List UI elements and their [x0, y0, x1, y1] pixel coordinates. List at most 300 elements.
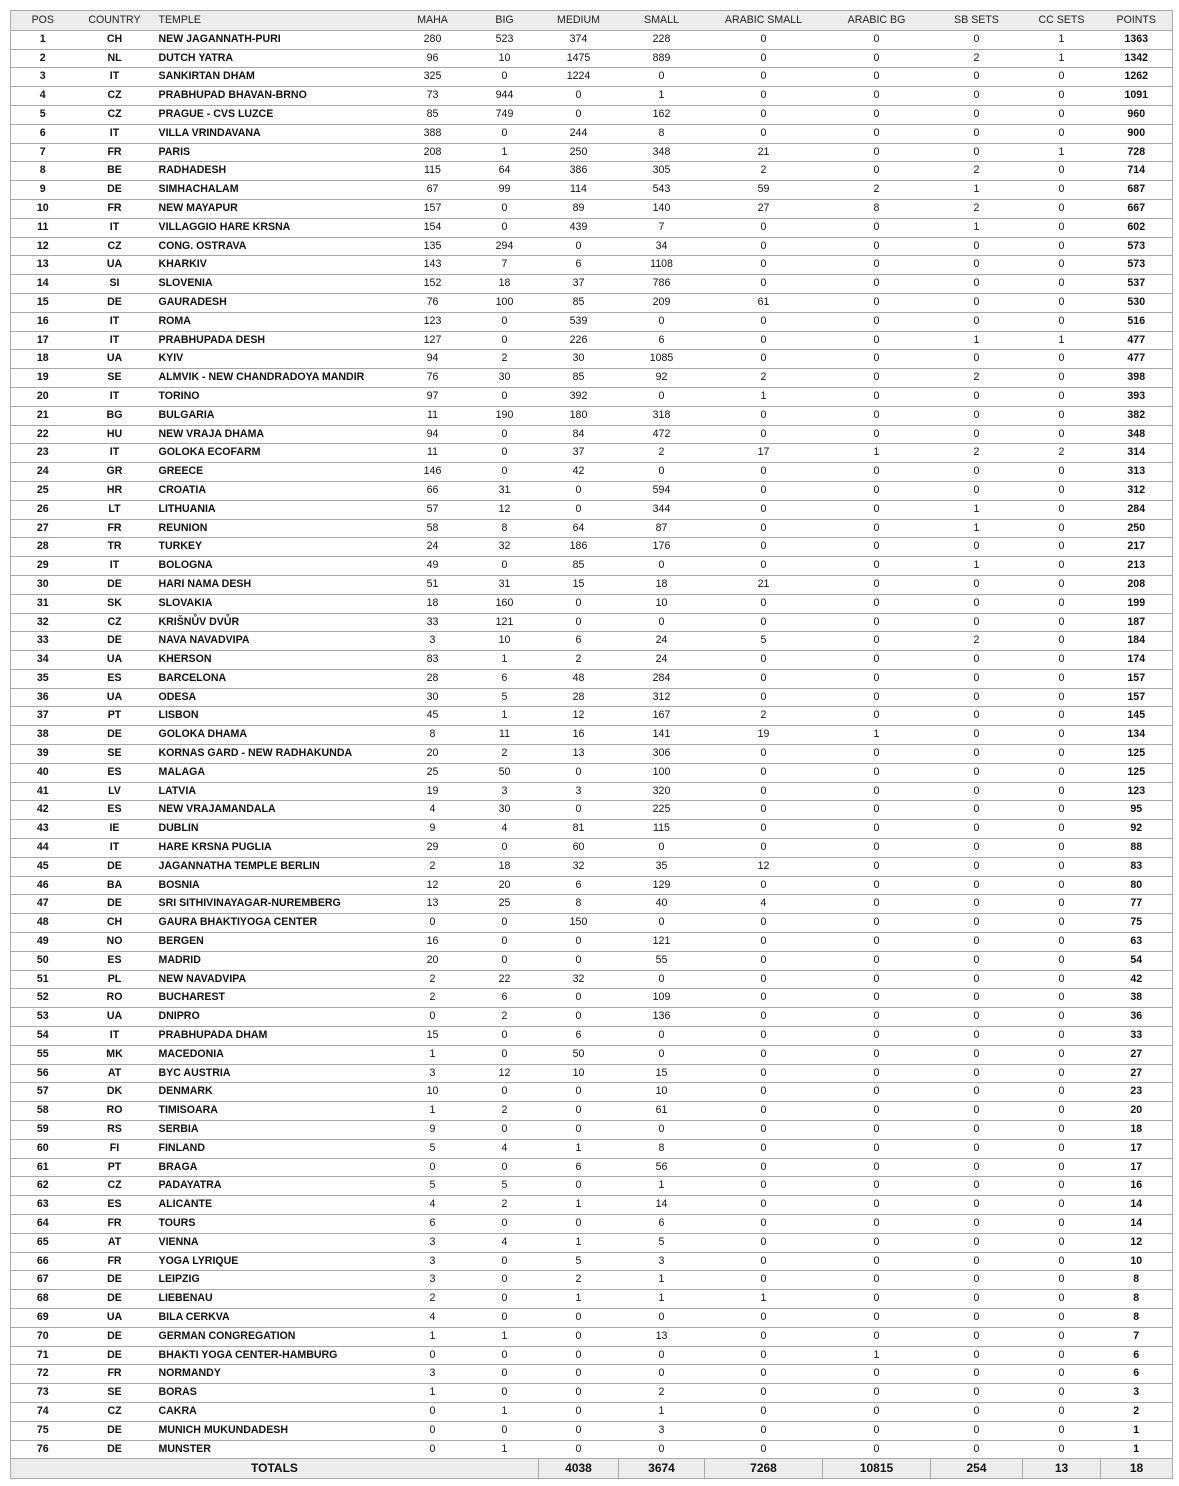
- cell-medium: 0: [539, 481, 619, 500]
- cell-arabic-small: 0: [705, 876, 823, 895]
- cell-pos: 12: [11, 237, 75, 256]
- cell-sb-sets: 0: [931, 105, 1023, 124]
- cell-cc-sets: 0: [1023, 1384, 1101, 1403]
- table-row[interactable]: [11, 1327, 1173, 1346]
- table-row[interactable]: [11, 970, 1173, 989]
- table-row[interactable]: [11, 989, 1173, 1008]
- table-row[interactable]: [11, 951, 1173, 970]
- cell-arabic-bg: 0: [823, 463, 931, 482]
- cell-points: 157: [1101, 688, 1173, 707]
- cell-arabic-small: 0: [705, 1252, 823, 1271]
- cell-arabic-bg: 0: [823, 782, 931, 801]
- cell-temple: NEW VRAJAMANDALA: [155, 801, 395, 820]
- cell-big: 0: [471, 951, 539, 970]
- cell-temple: SIMHACHALAM: [155, 181, 395, 200]
- cell-medium: 0: [539, 500, 619, 519]
- cell-temple: KYIV: [155, 350, 395, 369]
- col-header-medium[interactable]: MEDIUM: [539, 11, 619, 31]
- cell-country: LV: [75, 782, 155, 801]
- cell-arabic-small: 17: [705, 444, 823, 463]
- cell-country: PT: [75, 1158, 155, 1177]
- cell-points: 14: [1101, 1215, 1173, 1234]
- cell-medium: 30: [539, 350, 619, 369]
- table-row[interactable]: [11, 1252, 1173, 1271]
- cell-small: 0: [619, 1045, 705, 1064]
- cell-maha: 6: [395, 1215, 471, 1234]
- table-row[interactable]: [11, 87, 1173, 106]
- cell-pos: 56: [11, 1064, 75, 1083]
- cell-arabic-bg: 0: [823, 1440, 931, 1459]
- cell-maha: 3: [395, 1365, 471, 1384]
- cell-cc-sets: 0: [1023, 1045, 1101, 1064]
- cell-medium: 0: [539, 1384, 619, 1403]
- table-row[interactable]: [11, 745, 1173, 764]
- cell-arabic-bg: 0: [823, 425, 931, 444]
- cell-small: 786: [619, 275, 705, 294]
- cell-sb-sets: 0: [931, 895, 1023, 914]
- table-row[interactable]: [11, 500, 1173, 519]
- table-row[interactable]: [11, 707, 1173, 726]
- table-row[interactable]: [11, 613, 1173, 632]
- cell-medium: 60: [539, 839, 619, 858]
- cell-maha: 3: [395, 1064, 471, 1083]
- cell-points: 477: [1101, 331, 1173, 350]
- cell-sb-sets: 0: [931, 763, 1023, 782]
- cell-arabic-bg: 0: [823, 951, 931, 970]
- cell-points: 187: [1101, 613, 1173, 632]
- cell-country: SE: [75, 369, 155, 388]
- cell-pos: 11: [11, 218, 75, 237]
- cell-sb-sets: 0: [931, 124, 1023, 143]
- cell-pos: 49: [11, 933, 75, 952]
- cell-country: FR: [75, 1215, 155, 1234]
- table-row[interactable]: [11, 914, 1173, 933]
- cell-pos: 38: [11, 726, 75, 745]
- col-header-sb-sets[interactable]: SB SETS: [931, 11, 1023, 31]
- cell-sb-sets: 0: [931, 1233, 1023, 1252]
- cell-arabic-small: 0: [705, 519, 823, 538]
- cell-temple: GOLOKA ECOFARM: [155, 444, 395, 463]
- cell-big: 11: [471, 726, 539, 745]
- table-row[interactable]: [11, 1158, 1173, 1177]
- cell-cc-sets: 0: [1023, 1121, 1101, 1140]
- cell-cc-sets: 0: [1023, 801, 1101, 820]
- cell-medium: 0: [539, 1421, 619, 1440]
- cell-big: 7: [471, 256, 539, 275]
- cell-cc-sets: 0: [1023, 557, 1101, 576]
- cell-maha: 67: [395, 181, 471, 200]
- cell-small: 115: [619, 820, 705, 839]
- table-row[interactable]: [11, 688, 1173, 707]
- cell-medium: 0: [539, 951, 619, 970]
- cell-maha: 73: [395, 87, 471, 106]
- cell-small: 55: [619, 951, 705, 970]
- table-row[interactable]: [11, 876, 1173, 895]
- table-row[interactable]: [11, 105, 1173, 124]
- cell-pos: 67: [11, 1271, 75, 1290]
- table-row[interactable]: [11, 463, 1173, 482]
- cell-maha: 24: [395, 538, 471, 557]
- cell-arabic-bg: 0: [823, 1064, 931, 1083]
- cell-arabic-bg: 0: [823, 557, 931, 576]
- cell-maha: 2: [395, 989, 471, 1008]
- cell-points: 27: [1101, 1045, 1173, 1064]
- cell-maha: 51: [395, 575, 471, 594]
- cell-pos: 42: [11, 801, 75, 820]
- cell-points: 530: [1101, 293, 1173, 312]
- cell-temple: SANKIRTAN DHAM: [155, 68, 395, 87]
- cell-cc-sets: 1: [1023, 331, 1101, 350]
- cell-temple: YOGA LYRIQUE: [155, 1252, 395, 1271]
- cell-temple: PARIS: [155, 143, 395, 162]
- table-row[interactable]: [11, 350, 1173, 369]
- cell-country: IT: [75, 444, 155, 463]
- cell-arabic-bg: 0: [823, 1327, 931, 1346]
- table-row[interactable]: [11, 237, 1173, 256]
- col-header-cc-sets[interactable]: CC SETS: [1023, 11, 1101, 31]
- table-row[interactable]: [11, 406, 1173, 425]
- cell-medium: 64: [539, 519, 619, 538]
- cell-big: 160: [471, 594, 539, 613]
- cell-temple: GAURA BHAKTIYOGA CENTER: [155, 914, 395, 933]
- cell-pos: 33: [11, 632, 75, 651]
- table-row[interactable]: [11, 124, 1173, 143]
- cell-country: AT: [75, 1233, 155, 1252]
- cell-cc-sets: 0: [1023, 613, 1101, 632]
- cell-temple: MUNSTER: [155, 1440, 395, 1459]
- cell-sb-sets: 0: [931, 857, 1023, 876]
- cell-medium: 16: [539, 726, 619, 745]
- cell-arabic-small: 0: [705, 481, 823, 500]
- table-row[interactable]: [11, 49, 1173, 68]
- total-sb-sets: 18: [1101, 1459, 1173, 1479]
- table-row[interactable]: [11, 30, 1173, 49]
- table-row[interactable]: [11, 387, 1173, 406]
- table-row[interactable]: [11, 1064, 1173, 1083]
- cell-country: TR: [75, 538, 155, 557]
- cell-arabic-small: 0: [705, 933, 823, 952]
- cell-arabic-bg: 0: [823, 312, 931, 331]
- table-row[interactable]: [11, 1346, 1173, 1365]
- cell-points: 393: [1101, 387, 1173, 406]
- cell-pos: 53: [11, 1008, 75, 1027]
- cell-arabic-bg: 0: [823, 895, 931, 914]
- table-row[interactable]: [11, 1121, 1173, 1140]
- table-row[interactable]: [11, 162, 1173, 181]
- cell-sb-sets: 0: [931, 1121, 1023, 1140]
- cell-cc-sets: 0: [1023, 688, 1101, 707]
- table-row[interactable]: [11, 331, 1173, 350]
- table-row[interactable]: [11, 199, 1173, 218]
- cell-points: 199: [1101, 594, 1173, 613]
- cell-temple: VIENNA: [155, 1233, 395, 1252]
- cell-sb-sets: 0: [931, 1215, 1023, 1234]
- table-row[interactable]: [11, 726, 1173, 745]
- table-row[interactable]: [11, 256, 1173, 275]
- cell-medium: 0: [539, 1440, 619, 1459]
- cell-pos: 14: [11, 275, 75, 294]
- cell-big: 0: [471, 914, 539, 933]
- table-row[interactable]: [11, 1215, 1173, 1234]
- cell-temple: PADAYATRA: [155, 1177, 395, 1196]
- cell-points: 125: [1101, 763, 1173, 782]
- cell-points: 8: [1101, 1271, 1173, 1290]
- table-row[interactable]: [11, 763, 1173, 782]
- cell-pos: 29: [11, 557, 75, 576]
- cell-pos: 27: [11, 519, 75, 538]
- cell-cc-sets: 0: [1023, 1008, 1101, 1027]
- cell-country: BE: [75, 162, 155, 181]
- table-row[interactable]: [11, 538, 1173, 557]
- cell-arabic-small: 0: [705, 1440, 823, 1459]
- table-row[interactable]: [11, 1440, 1173, 1459]
- cell-maha: 388: [395, 124, 471, 143]
- table-row[interactable]: [11, 1233, 1173, 1252]
- cell-sb-sets: 0: [931, 801, 1023, 820]
- cell-temple: DNIPRO: [155, 1008, 395, 1027]
- cell-points: 12: [1101, 1233, 1173, 1252]
- cell-pos: 75: [11, 1421, 75, 1440]
- cell-temple: TOURS: [155, 1215, 395, 1234]
- cell-temple: CROATIA: [155, 481, 395, 500]
- cell-big: 0: [471, 463, 539, 482]
- cell-sb-sets: 1: [931, 500, 1023, 519]
- cell-small: 109: [619, 989, 705, 1008]
- cell-small: 225: [619, 801, 705, 820]
- cell-pos: 50: [11, 951, 75, 970]
- cell-points: 728: [1101, 143, 1173, 162]
- cell-pos: 74: [11, 1402, 75, 1421]
- table-row[interactable]: [11, 594, 1173, 613]
- cell-maha: 5: [395, 1177, 471, 1196]
- table-row[interactable]: [11, 1271, 1173, 1290]
- cell-pos: 51: [11, 970, 75, 989]
- cell-points: 17: [1101, 1158, 1173, 1177]
- cell-small: 0: [619, 557, 705, 576]
- cell-country: SE: [75, 1384, 155, 1403]
- cell-points: 573: [1101, 237, 1173, 256]
- cell-points: 95: [1101, 801, 1173, 820]
- cell-arabic-small: 0: [705, 463, 823, 482]
- cell-pos: 26: [11, 500, 75, 519]
- cell-big: 0: [471, 218, 539, 237]
- cell-sb-sets: 2: [931, 369, 1023, 388]
- cell-sb-sets: 2: [931, 162, 1023, 181]
- cell-big: 749: [471, 105, 539, 124]
- cell-medium: 0: [539, 1102, 619, 1121]
- header-row: [11, 11, 1173, 31]
- cell-arabic-bg: 0: [823, 1402, 931, 1421]
- cell-pos: 28: [11, 538, 75, 557]
- cell-small: 0: [619, 1440, 705, 1459]
- cell-small: 162: [619, 105, 705, 124]
- cell-arabic-bg: 0: [823, 387, 931, 406]
- cell-big: 0: [471, 839, 539, 858]
- cell-maha: 0: [395, 914, 471, 933]
- cell-sb-sets: 0: [931, 30, 1023, 49]
- cell-medium: 6: [539, 1158, 619, 1177]
- table-row[interactable]: [11, 1139, 1173, 1158]
- cell-country: SK: [75, 594, 155, 613]
- col-header-points[interactable]: POINTS: [1101, 11, 1173, 31]
- table-row[interactable]: [11, 933, 1173, 952]
- table-row[interactable]: [11, 425, 1173, 444]
- cell-maha: 3: [395, 632, 471, 651]
- cell-sb-sets: 0: [931, 707, 1023, 726]
- table-row[interactable]: [11, 68, 1173, 87]
- cell-cc-sets: 0: [1023, 500, 1101, 519]
- cell-small: 320: [619, 782, 705, 801]
- table-row[interactable]: [11, 1196, 1173, 1215]
- cell-big: 0: [471, 1290, 539, 1309]
- cell-temple: LEIPZIG: [155, 1271, 395, 1290]
- table-row[interactable]: [11, 801, 1173, 820]
- cell-sb-sets: 0: [931, 481, 1023, 500]
- cell-cc-sets: 0: [1023, 782, 1101, 801]
- col-header-big[interactable]: BIG: [471, 11, 539, 31]
- col-header-pos[interactable]: POS: [11, 11, 75, 31]
- table-row[interactable]: [11, 1384, 1173, 1403]
- table-row[interactable]: [11, 293, 1173, 312]
- cell-cc-sets: 0: [1023, 1064, 1101, 1083]
- table-row[interactable]: [11, 181, 1173, 200]
- cell-sb-sets: 0: [931, 312, 1023, 331]
- cell-maha: 152: [395, 275, 471, 294]
- table-row[interactable]: [11, 1083, 1173, 1102]
- cell-points: 312: [1101, 481, 1173, 500]
- cell-maha: 325: [395, 68, 471, 87]
- cell-temple: KHARKIV: [155, 256, 395, 275]
- cell-country: MK: [75, 1045, 155, 1064]
- cell-arabic-bg: 0: [823, 632, 931, 651]
- table-row[interactable]: [11, 782, 1173, 801]
- col-header-country[interactable]: COUNTRY: [75, 11, 155, 31]
- table-row[interactable]: [11, 1177, 1173, 1196]
- table-row[interactable]: [11, 1402, 1173, 1421]
- cell-arabic-bg: 0: [823, 970, 931, 989]
- table-row[interactable]: [11, 557, 1173, 576]
- table-row[interactable]: [11, 1102, 1173, 1121]
- table-row[interactable]: [11, 218, 1173, 237]
- table-row[interactable]: [11, 669, 1173, 688]
- table-row[interactable]: [11, 895, 1173, 914]
- table-row[interactable]: [11, 1421, 1173, 1440]
- cell-pos: 22: [11, 425, 75, 444]
- table-row[interactable]: [11, 481, 1173, 500]
- cell-points: 960: [1101, 105, 1173, 124]
- table-row[interactable]: [11, 1045, 1173, 1064]
- cell-pos: 9: [11, 181, 75, 200]
- cell-arabic-small: 0: [705, 49, 823, 68]
- table-row[interactable]: [11, 143, 1173, 162]
- table-row[interactable]: [11, 839, 1173, 858]
- cell-small: 0: [619, 312, 705, 331]
- cell-big: 0: [471, 1045, 539, 1064]
- cell-country: SI: [75, 275, 155, 294]
- table-row[interactable]: [11, 820, 1173, 839]
- table-row[interactable]: [11, 369, 1173, 388]
- table-row[interactable]: [11, 1008, 1173, 1027]
- cell-arabic-bg: 0: [823, 1121, 931, 1140]
- table-row[interactable]: [11, 857, 1173, 876]
- table-row[interactable]: [11, 1365, 1173, 1384]
- table-row[interactable]: [11, 444, 1173, 463]
- table-row[interactable]: [11, 1308, 1173, 1327]
- cell-arabic-small: 0: [705, 1008, 823, 1027]
- cell-arabic-bg: 0: [823, 1421, 931, 1440]
- cell-country: DK: [75, 1083, 155, 1102]
- cell-big: 0: [471, 1308, 539, 1327]
- table-row[interactable]: [11, 519, 1173, 538]
- col-header-temple[interactable]: TEMPLE: [155, 11, 395, 31]
- cell-temple: DENMARK: [155, 1083, 395, 1102]
- cell-points: 313: [1101, 463, 1173, 482]
- cell-big: 4: [471, 820, 539, 839]
- cell-cc-sets: 0: [1023, 199, 1101, 218]
- cell-cc-sets: 0: [1023, 1215, 1101, 1234]
- cell-country: RO: [75, 1102, 155, 1121]
- cell-arabic-small: 0: [705, 557, 823, 576]
- table-row[interactable]: [11, 632, 1173, 651]
- table-row[interactable]: [11, 651, 1173, 670]
- cell-points: 54: [1101, 951, 1173, 970]
- cell-sb-sets: 2: [931, 49, 1023, 68]
- cell-pos: 34: [11, 651, 75, 670]
- cell-maha: 94: [395, 425, 471, 444]
- cell-country: ES: [75, 763, 155, 782]
- cell-maha: 2: [395, 970, 471, 989]
- col-header-arabic-bg[interactable]: ARABIC BG: [823, 11, 931, 31]
- cell-small: 56: [619, 1158, 705, 1177]
- table-row[interactable]: [11, 312, 1173, 331]
- col-header-small[interactable]: SMALL: [619, 11, 705, 31]
- cell-maha: 0: [395, 1402, 471, 1421]
- cell-country: IT: [75, 557, 155, 576]
- cell-cc-sets: 0: [1023, 1102, 1101, 1121]
- cell-sb-sets: 0: [931, 594, 1023, 613]
- cell-medium: 1: [539, 1139, 619, 1158]
- cell-big: 1: [471, 1327, 539, 1346]
- cell-maha: 33: [395, 613, 471, 632]
- cell-temple: NEW VRAJA DHAMA: [155, 425, 395, 444]
- cell-big: 0: [471, 312, 539, 331]
- cell-medium: 2: [539, 651, 619, 670]
- cell-country: IT: [75, 1027, 155, 1046]
- table-row[interactable]: [11, 1027, 1173, 1046]
- cell-arabic-small: 0: [705, 1215, 823, 1234]
- cell-sb-sets: 0: [931, 406, 1023, 425]
- table-row[interactable]: [11, 1290, 1173, 1309]
- cell-arabic-bg: 0: [823, 1158, 931, 1177]
- cell-medium: 50: [539, 1045, 619, 1064]
- cell-big: 0: [471, 1365, 539, 1384]
- col-header-arabic-small[interactable]: ARABIC SMALL: [705, 11, 823, 31]
- col-header-maha[interactable]: MAHA: [395, 11, 471, 31]
- cell-maha: 1: [395, 1102, 471, 1121]
- cell-big: 8: [471, 519, 539, 538]
- cell-cc-sets: 0: [1023, 463, 1101, 482]
- cell-medium: 89: [539, 199, 619, 218]
- table-row[interactable]: [11, 575, 1173, 594]
- cell-pos: 58: [11, 1102, 75, 1121]
- cell-points: 174: [1101, 651, 1173, 670]
- cell-arabic-bg: 0: [823, 481, 931, 500]
- cell-maha: 208: [395, 143, 471, 162]
- cell-medium: 244: [539, 124, 619, 143]
- cell-country: RS: [75, 1121, 155, 1140]
- cell-maha: 57: [395, 500, 471, 519]
- table-row[interactable]: [11, 275, 1173, 294]
